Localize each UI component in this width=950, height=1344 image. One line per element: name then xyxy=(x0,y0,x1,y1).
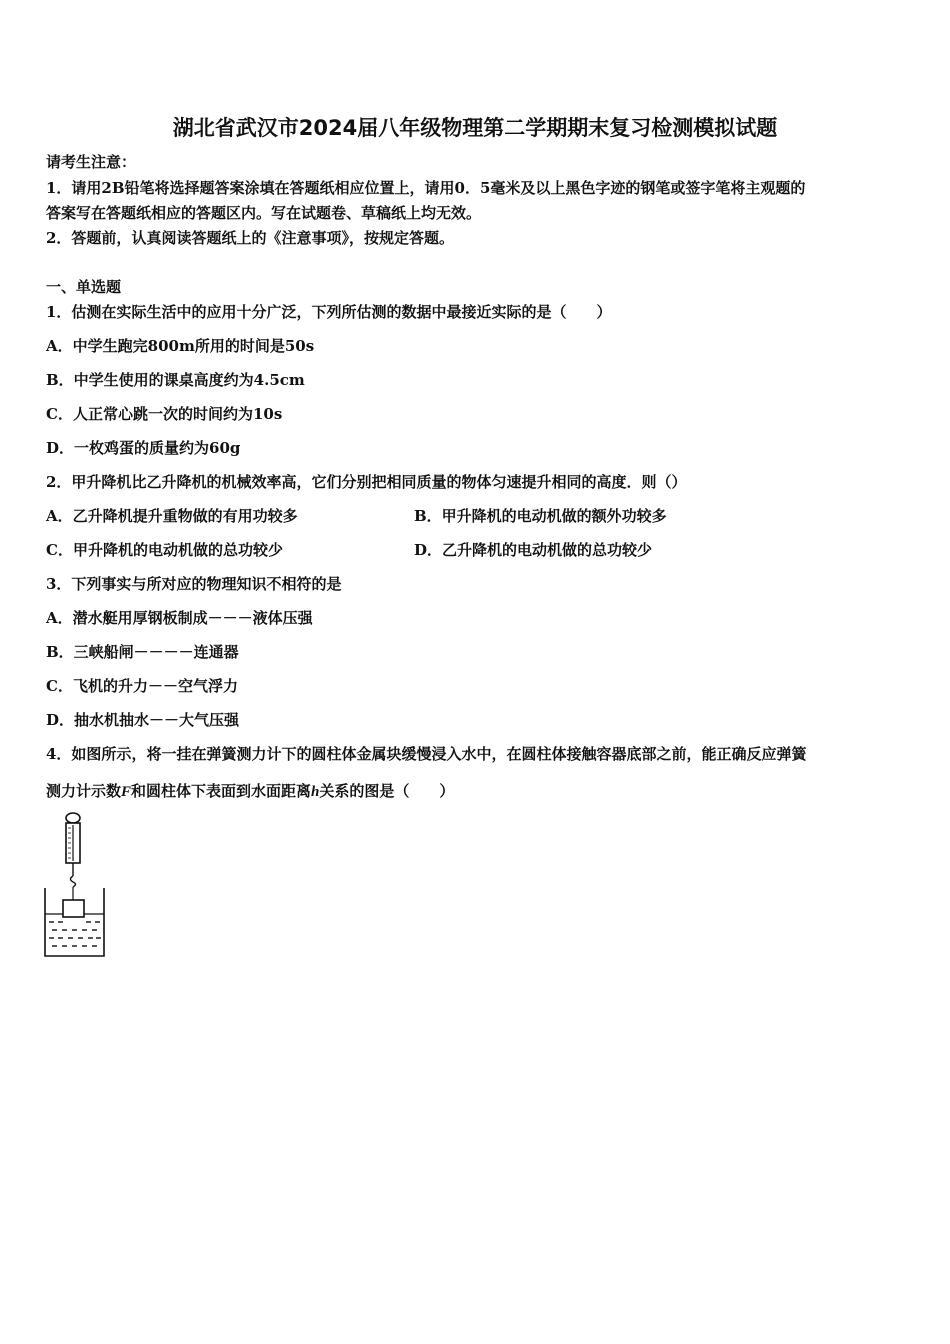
q1-option-b: B．中学生使用的课桌高度约为4.5cm xyxy=(46,371,305,389)
variable-h: h xyxy=(311,784,320,800)
section-heading: 一、单选题 xyxy=(46,278,122,296)
q4-stem-text-a: 测力计示数 xyxy=(46,782,122,800)
notice-item-1-line-1: 1．请用2B铅笔将选择题答案涂填在答题纸相应位置上，请用0．5毫米及以上黑色字迹的钢笔或签字笔将主观题的 xyxy=(46,179,806,197)
q4-stem-text-b: 和圆柱体下表面到水面距离 xyxy=(131,782,312,800)
notice-heading: 请考生注意： xyxy=(46,153,137,171)
notice-item-2: 2．答题前，认真阅读答题纸上的《注意事项》，按规定答题。 xyxy=(46,229,454,247)
q1-option-c: C．人正常心跳一次的时间约为10s xyxy=(46,405,283,423)
q3-option-a: A．潜水艇用厚钢板制成－－－液体压强 xyxy=(46,609,313,627)
q3-stem: 3．下列事实与所对应的物理知识不相符的是 xyxy=(46,575,342,593)
q4-stem-text-c: 关系的图是（ ） xyxy=(319,782,455,800)
q2-option-d: D．乙升降机的电动机做的总功较少 xyxy=(414,541,653,559)
q2-stem: 2．甲升降机比乙升降机的机械效率高，它们分别把相同质量的物体匀速提升相同的高度．则（） xyxy=(46,473,687,491)
variable-f: F xyxy=(121,784,132,800)
q4-stem-line-2 xyxy=(46,780,454,801)
page-title: 湖北省武汉市2024届八年级物理第二学期期末复习检测模拟试题 xyxy=(172,116,778,140)
q2-option-b: B．甲升降机的电动机做的额外功较多 xyxy=(414,507,667,525)
q1-option-a: A．中学生跑完800m所用的时间是50s xyxy=(46,337,315,355)
q1-option-d: D．一枚鸡蛋的质量约为60g xyxy=(46,439,241,457)
notice-item-1-line-2: 答案写在答题纸相应的答题区内。写在试题卷、草稿纸上均无效。 xyxy=(46,204,482,222)
spring-scale-figure xyxy=(40,810,110,960)
q3-option-d: D．抽水机抽水－－大气压强 xyxy=(46,711,240,729)
q4-stem-line-1: 4．如图所示，将一挂在弹簧测力计下的圆柱体金属块缓慢浸入水中，在圆柱体接触容器底部之前，能正确反应弹簧 xyxy=(46,745,807,763)
q3-option-c: C．飞机的升力－－空气浮力 xyxy=(46,677,238,695)
q1-stem: 1．估测在实际生活中的应用十分广泛，下列所估测的数据中最接近实际的是（ ） xyxy=(46,303,612,321)
q3-option-b: B．三峡船闸－－－－连通器 xyxy=(46,643,239,661)
q2-option-c: C．甲升降机的电动机做的总功较少 xyxy=(46,541,283,559)
q2-option-a: A．乙升降机提升重物做的有用功较多 xyxy=(46,507,298,525)
